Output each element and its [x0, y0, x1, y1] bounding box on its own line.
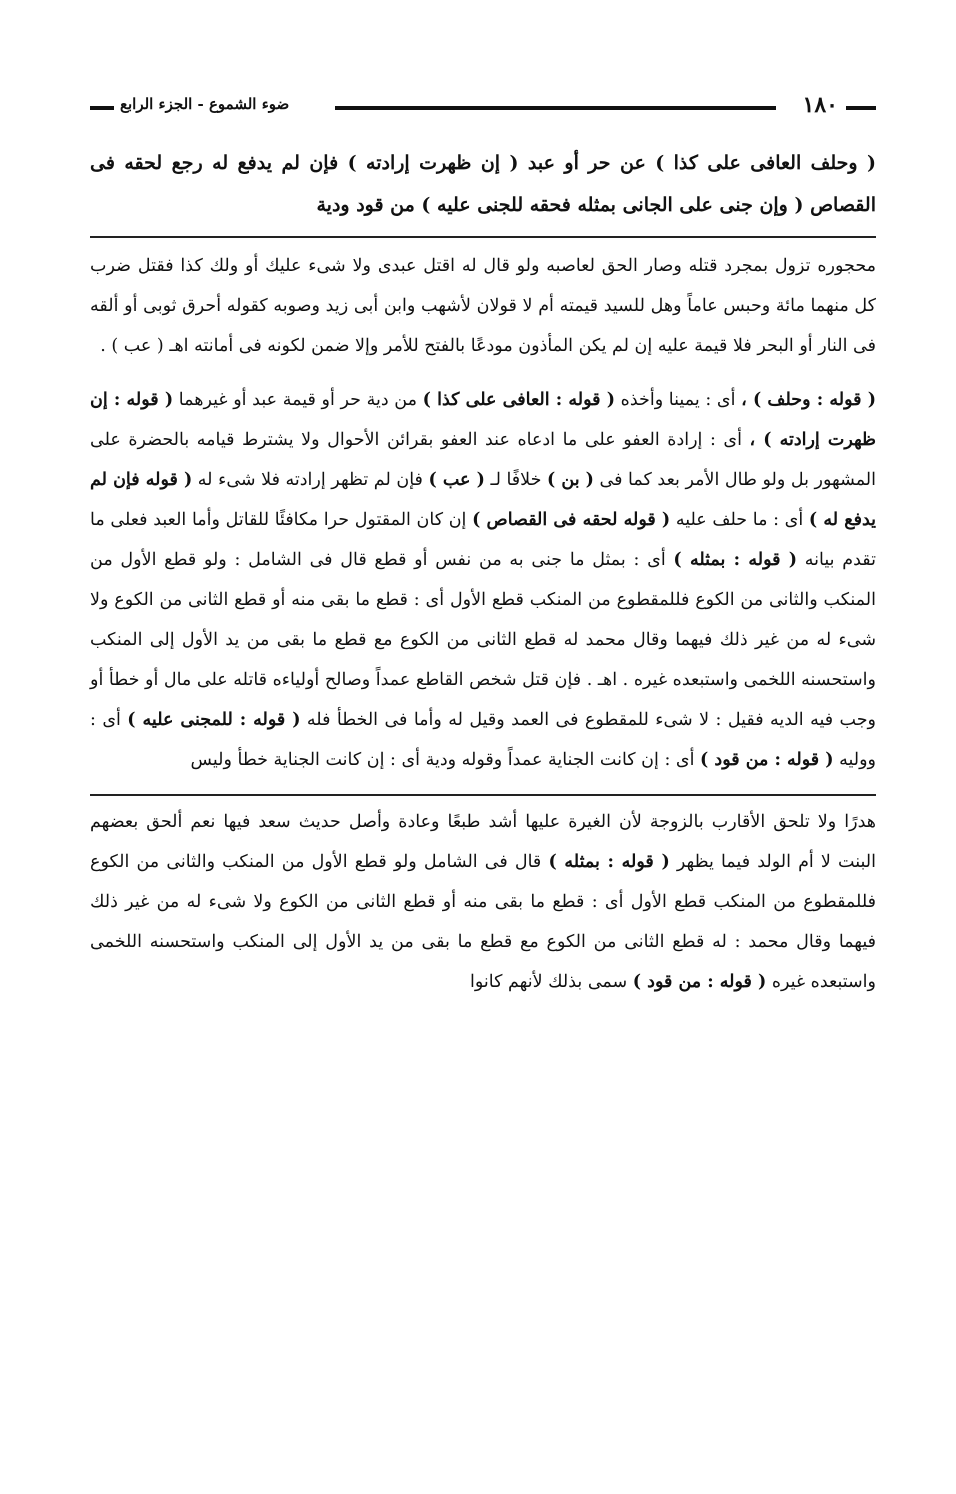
footnote-divider	[90, 794, 876, 796]
source-abbrev: ( عب )	[428, 470, 485, 490]
commentary-text: أى : ما حلف عليه	[670, 510, 809, 530]
footnote-paragraph	[90, 802, 876, 1002]
commentary-text: أى : إرادة العفو على ما ادعاه عند العفو بقرائن الأحوال ولا يشترط قيامه بالحضرة على المشهور بل ولو طال الأمر بعد كما فى	[90, 430, 877, 490]
quote-marker: ( قوله : للمجنى عليه )	[127, 710, 301, 730]
quote-marker: ( قوله : من قود )	[632, 972, 767, 992]
page-header	[90, 80, 876, 124]
book-page	[90, 80, 876, 1016]
commentary-text: من دية حر أو قيمة عبد أو غيرهما	[173, 390, 423, 410]
quote-marker: ( قوله : من قود )	[700, 750, 834, 770]
header-rule-right	[846, 106, 876, 110]
footnote-text: سمى بذلك لأنهم كانوا	[470, 972, 633, 992]
header-rule-left	[90, 106, 114, 110]
commentary-text: أى : ووليه	[90, 710, 876, 770]
quote-marker: ( قوله : بمثله )	[548, 852, 670, 872]
page-number: ١٨٠	[802, 92, 838, 118]
quote-marker: ( قوله : العافى على كذا )	[422, 390, 616, 410]
main-divider	[90, 236, 876, 238]
quote-marker: ( قوله : إن ظهرت إرادته ) ،	[90, 390, 876, 450]
commentary-text: أى : بمثل ما جنى به من نفس أو قطع قال فى الشامل : ولو قطع الأول من المنكب والثانى من الكوع فللمقطوع من المنكب قطع الأول أى : قطع ما بقى منه أو قطع الثانى من الكوع ولا شىء له من غير ذلك فيهما وقال محمد له قطع الثانى من الكوع مع قطع ما بقى من يد الأول إلى المنكب واستحسنه اللخمى واستبعده غيره . اهـ . فإن قتل شخص القاطع عمداً وصالح أولياءه قاتله على مال أو خطأ أو وجب فيه الديه فقيل : لا شىء للمقطوع فى العمد وقيل له وأما فى الخطأ فله	[90, 550, 876, 730]
running-title: ضوء الشموع - الجزء الرابع	[120, 95, 290, 113]
commentary-text: أى : إن كانت الجناية عمداً وقوله ودية أى : إن كانت الجناية خطأ وليس	[190, 750, 701, 770]
main-text: ( وحلف العافى على كذا ) عن حر أو عبد ( إن ظهرت إرادته ) فإن لم يدفع له رجع لحقه فى القصاص ( وإن جنى على الجانى بمثله فحقه للجنى عليه ) من قود ودية	[90, 152, 876, 216]
footnote-text: هدرًا ولا تلحق الأقارب بالزوجة لأن الغيرة عليها أشد طبعًا وعادة وأصل حديث سعد فيها نعم ألحق بعضهم البنت لا أم الولد فيما يظهر	[90, 812, 876, 872]
quote-marker: ( قوله : وحلف ) ،	[741, 390, 876, 410]
footnote-text: قال فى الشامل ولو قطع الأول من المنكب والثانى من الكوع فللمقطوع من المنكب قطع الأول أى : قطع ما بقى منه أو قطع الثانى من الكوع ولا شىء له من غير ذلك فيهما وقال محمد : له قطع الثانى من الكوع مع قطع ما بقى من يد الأول إلى المنكب واستحسنه اللخمى واستبعده غيره	[90, 852, 876, 992]
quote-marker: ( قوله : بمثله )	[673, 550, 798, 570]
commentary-paragraph-1: محجوره تزول بمجرد قتله وصار الحق لعاصبه ولو قال له اقتل عبدى ولا شىء عليك أو ولك كذا فقتل ضرب كل منهما مائة وحبس عاماً وهل للسيد قيمته أم لا قولان لأشهب وابن أبى زيد وصوبه كقوله أحرق ثوبى أو ألقه فى النار أو البحر فلا قيمة عليه إن لم يكن المأذون مودعًا بالفتح للأمر وإلا ضمن لكونه فى أمانته اهـ ( عب ) .	[90, 256, 876, 356]
commentary-section	[90, 246, 876, 780]
source-abbrev: ( بن )	[547, 470, 594, 490]
footnote-section	[90, 802, 876, 1002]
commentary-text: خلافًا لـ	[484, 470, 547, 490]
header-rule-middle	[335, 106, 776, 110]
quote-marker: ( قوله فإن لم يدفع له )	[90, 470, 876, 530]
commentary-text: أى : يمينا وأخذه	[615, 390, 742, 410]
commentary-text: فإن لم تظهر إرادته فلا شىء له	[192, 470, 429, 490]
quote-marker: ( قوله لحقه فى القصاص )	[472, 510, 671, 530]
commentary-text: إن كان المقتول حرا مكافئًا للقاتل وأما العبد فعلى ما تقدم بيانه	[90, 510, 876, 570]
commentary-paragraph-2	[90, 380, 876, 780]
